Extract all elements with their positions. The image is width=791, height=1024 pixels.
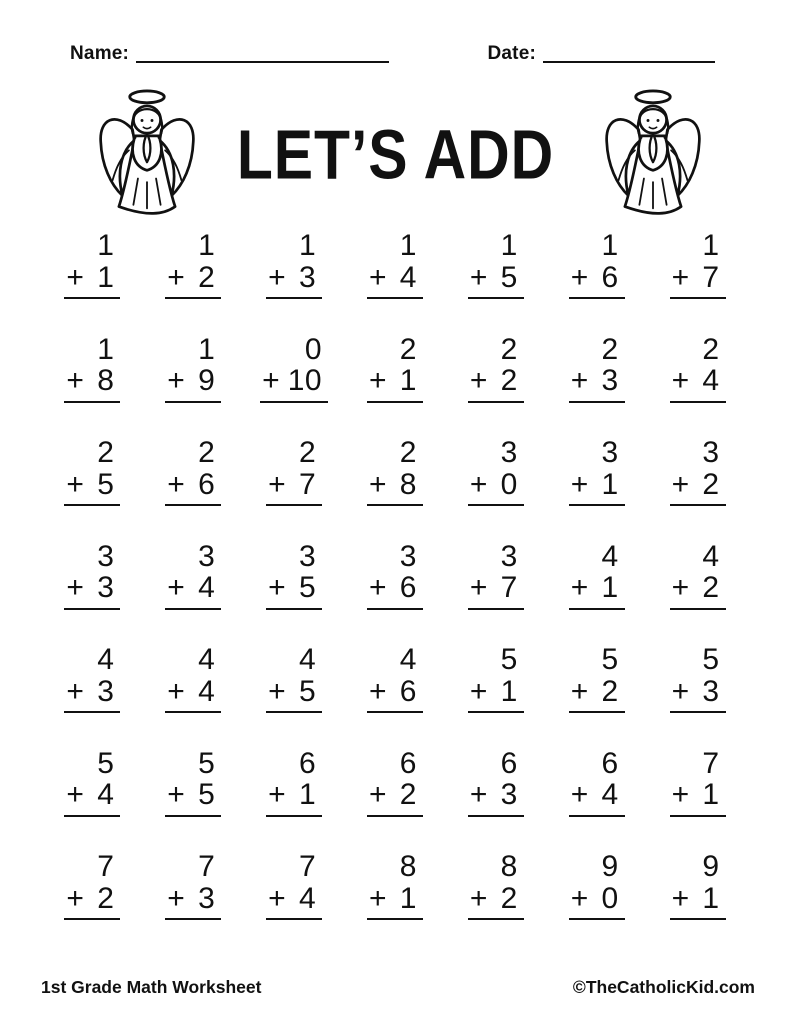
problem-stack [266, 852, 322, 920]
problem-stack [260, 332, 328, 403]
problem-stack [367, 852, 423, 920]
problem-stack [468, 438, 524, 506]
plus-sign: + [66, 571, 84, 605]
plus-sign: + [469, 571, 488, 605]
problem-stack [165, 332, 221, 403]
problem-stack [165, 852, 221, 920]
top-addend: 5 [601, 643, 619, 676]
footer-credit: ©TheCatholicKid.com [572, 977, 755, 997]
bottom-addend: 1 [601, 571, 619, 605]
top-addend: 6 [601, 746, 619, 780]
top-addend: 7 [298, 850, 317, 883]
bottom-addend: 4 [601, 778, 619, 812]
plus-sign: + [570, 260, 589, 294]
problem-stack [367, 231, 423, 299]
top-addend: 3 [500, 436, 518, 469]
bottom-addend: 3 [198, 881, 216, 915]
plus-sign: + [66, 881, 84, 915]
top-addend: 1 [97, 332, 115, 366]
bottom-addend: 1 [601, 467, 619, 501]
addition-problem [445, 645, 546, 749]
plus-sign: + [570, 674, 589, 708]
problem-stack [64, 852, 120, 920]
top-addend: 4 [702, 539, 720, 573]
addition-problem [345, 852, 446, 956]
addition-problem [345, 231, 446, 335]
problem-stack [64, 539, 120, 610]
bottom-addend: 3 [500, 778, 518, 812]
bottom-addend: 1 [702, 881, 720, 915]
addition-problem [244, 539, 345, 646]
bottom-addend: 1 [702, 778, 720, 812]
addition-problem [546, 645, 647, 749]
top-addend: 6 [399, 746, 417, 780]
plus-sign: + [671, 881, 690, 915]
plus-sign: + [671, 467, 690, 501]
plus-sign: + [167, 364, 185, 398]
problem-stack [367, 539, 423, 610]
addition-problem [445, 438, 546, 542]
problem-stack [266, 539, 322, 610]
plus-sign: + [66, 364, 84, 398]
problem-stack [266, 438, 322, 506]
plus-sign: + [368, 467, 387, 501]
problem-stack [468, 539, 524, 610]
header [70, 44, 715, 63]
top-addend: 1 [399, 229, 417, 262]
addition-problem [647, 746, 748, 853]
plus-sign: + [268, 778, 286, 812]
addition-problem [42, 539, 143, 646]
bottom-addend: 1 [298, 778, 317, 812]
problem-stack [468, 852, 524, 920]
addition-problem [42, 231, 143, 335]
addition-problem [42, 746, 143, 853]
problem-stack [569, 539, 625, 610]
top-addend: 1 [601, 229, 619, 262]
bottom-addend: 10 [287, 364, 323, 398]
top-addend: 6 [298, 746, 317, 780]
problem-stack [367, 332, 423, 403]
addition-problem [647, 539, 748, 646]
addition-problem [445, 332, 546, 439]
addition-problem [445, 746, 546, 853]
problem-stack [165, 746, 221, 817]
addition-problem [647, 852, 748, 956]
plus-sign: + [469, 260, 488, 294]
problem-stack [468, 231, 524, 299]
plus-sign: + [262, 364, 280, 398]
top-addend: 4 [601, 539, 619, 573]
addition-problem [546, 332, 647, 439]
addition-problem [546, 852, 647, 956]
addition-problem [345, 438, 446, 542]
problem-stack [266, 645, 322, 713]
bottom-addend: 6 [601, 260, 619, 294]
problem-stack [468, 746, 524, 817]
top-addend: 5 [500, 643, 518, 676]
bottom-addend: 4 [97, 778, 115, 812]
problem-stack [569, 332, 625, 403]
plus-sign: + [368, 260, 387, 294]
bottom-addend: 1 [500, 674, 518, 708]
top-addend: 6 [500, 746, 518, 780]
problem-stack [64, 438, 120, 506]
top-addend: 1 [198, 332, 216, 366]
bottom-addend: 5 [198, 778, 216, 812]
bottom-addend: 3 [97, 571, 115, 605]
top-addend: 7 [702, 746, 720, 780]
addition-problem [546, 746, 647, 853]
bottom-addend: 2 [500, 881, 518, 915]
top-addend: 8 [399, 850, 417, 883]
bottom-addend: 6 [399, 674, 417, 708]
addition-problem [244, 438, 345, 542]
page-title: LET’S ADD [236, 117, 555, 195]
addition-problem [546, 539, 647, 646]
problem-stack [64, 231, 120, 299]
addition-problem [143, 852, 244, 956]
plus-sign: + [570, 881, 589, 915]
plus-sign: + [368, 364, 387, 398]
top-addend: 5 [198, 746, 216, 780]
plus-sign: + [570, 571, 589, 605]
plus-sign: + [167, 571, 185, 605]
problem-stack [367, 746, 423, 817]
addition-problem [345, 645, 446, 749]
plus-sign: + [368, 881, 387, 915]
plus-sign: + [469, 674, 488, 708]
plus-sign: + [368, 674, 387, 708]
top-addend: 9 [601, 850, 619, 883]
top-addend: 2 [399, 436, 417, 469]
addition-problem [546, 231, 647, 335]
plus-sign: + [570, 364, 589, 398]
top-addend: 2 [601, 332, 619, 366]
plus-sign: + [570, 778, 589, 812]
plus-sign: + [268, 260, 286, 294]
plus-sign: + [671, 364, 690, 398]
addition-problem [647, 332, 748, 439]
addition-problem [42, 332, 143, 439]
name-label: Name: [70, 43, 130, 64]
top-addend: 3 [97, 539, 115, 573]
top-addend: 4 [298, 643, 317, 676]
top-addend: 1 [298, 229, 317, 262]
addition-problem [42, 438, 143, 542]
plus-sign: + [469, 364, 488, 398]
bottom-addend: 2 [399, 778, 417, 812]
bottom-addend: 5 [298, 571, 317, 605]
plus-sign: + [671, 674, 690, 708]
top-addend: 3 [601, 436, 619, 469]
top-addend: 1 [97, 229, 115, 262]
top-addend: 2 [702, 332, 720, 366]
addition-problem [244, 852, 345, 956]
addition-problem [42, 645, 143, 749]
problem-stack [367, 645, 423, 713]
problem-stack [569, 438, 625, 506]
plus-sign: + [671, 260, 690, 294]
bottom-addend: 1 [97, 260, 115, 294]
problem-stack [569, 746, 625, 817]
top-addend: 3 [198, 539, 216, 573]
bottom-addend: 3 [702, 674, 720, 708]
bottom-addend: 4 [399, 260, 417, 294]
date-field [487, 44, 715, 63]
addition-problem [445, 852, 546, 956]
problem-stack [670, 231, 726, 299]
bottom-addend: 9 [198, 364, 216, 398]
top-addend: 7 [198, 850, 216, 883]
addition-problem [647, 645, 748, 749]
problem-stack [165, 231, 221, 299]
plus-sign: + [469, 881, 488, 915]
top-addend: 1 [702, 229, 720, 262]
bottom-addend: 5 [500, 260, 518, 294]
addition-problem [244, 645, 345, 749]
top-addend: 1 [500, 229, 518, 262]
addition-problem [244, 746, 345, 853]
problem-stack [64, 332, 120, 403]
bottom-addend: 2 [500, 364, 518, 398]
problem-stack [569, 852, 625, 920]
problem-stack [64, 746, 120, 817]
top-addend: 9 [702, 850, 720, 883]
plus-sign: + [671, 571, 690, 605]
footer-worksheet-label: 1st Grade Math Worksheet [41, 977, 262, 997]
top-addend: 3 [702, 436, 720, 469]
bottom-addend: 1 [399, 881, 417, 915]
problem-stack [569, 645, 625, 713]
plus-sign: + [671, 778, 690, 812]
top-addend: 8 [500, 850, 518, 883]
plus-sign: + [66, 778, 84, 812]
addition-problem [647, 231, 748, 335]
problem-stack [468, 645, 524, 713]
top-addend: 2 [97, 436, 115, 469]
addition-problem [244, 332, 345, 439]
bottom-addend: 2 [702, 571, 720, 605]
bottom-addend: 8 [399, 467, 417, 501]
name-blank-line [136, 46, 389, 63]
problem-stack [165, 645, 221, 713]
top-addend: 3 [500, 539, 518, 573]
bottom-addend: 2 [198, 260, 216, 294]
bottom-addend: 2 [97, 881, 115, 915]
plus-sign: + [268, 674, 286, 708]
addition-problem [42, 852, 143, 956]
plus-sign: + [268, 881, 286, 915]
problem-stack [670, 852, 726, 920]
bottom-addend: 8 [97, 364, 115, 398]
bottom-addend: 2 [702, 467, 720, 501]
problem-stack [569, 231, 625, 299]
addition-problem [143, 645, 244, 749]
bottom-addend: 4 [198, 571, 216, 605]
addition-problem [143, 332, 244, 439]
top-addend: 4 [399, 643, 417, 676]
bottom-addend: 5 [97, 467, 115, 501]
top-addend: 4 [97, 643, 115, 676]
problem-stack [165, 539, 221, 610]
addition-problem [345, 746, 446, 853]
top-addend: 1 [198, 229, 216, 262]
date-label: Date: [487, 43, 536, 64]
bottom-addend: 4 [298, 881, 317, 915]
addition-problem [143, 231, 244, 335]
problem-stack [670, 645, 726, 713]
addition-problem [143, 746, 244, 853]
top-addend: 4 [198, 643, 216, 676]
addition-problem [445, 539, 546, 646]
addition-problem [445, 231, 546, 335]
addition-problem [647, 438, 748, 542]
plus-sign: + [268, 571, 286, 605]
top-addend: 0 [304, 332, 323, 366]
bottom-addend: 7 [702, 260, 720, 294]
bottom-addend: 2 [601, 674, 619, 708]
bottom-addend: 6 [198, 467, 216, 501]
bottom-addend: 1 [399, 364, 417, 398]
top-addend: 5 [702, 643, 720, 676]
problem-stack [367, 438, 423, 506]
name-field [70, 44, 389, 63]
addition-problem [143, 539, 244, 646]
problem-stack [64, 645, 120, 713]
top-addend: 7 [97, 850, 115, 883]
problem-stack [468, 332, 524, 403]
bottom-addend: 7 [298, 467, 317, 501]
top-addend: 3 [399, 539, 417, 573]
problem-stack [266, 746, 322, 817]
problem-stack [165, 438, 221, 506]
plus-sign: + [167, 881, 185, 915]
plus-sign: + [167, 674, 185, 708]
plus-sign: + [368, 571, 387, 605]
bottom-addend: 4 [702, 364, 720, 398]
problem-stack [670, 746, 726, 817]
problem-stack [670, 539, 726, 610]
bottom-addend: 6 [399, 571, 417, 605]
bottom-addend: 3 [601, 364, 619, 398]
plus-sign: + [268, 467, 286, 501]
angel-icon [596, 86, 710, 222]
problems-grid [42, 231, 748, 956]
bottom-addend: 0 [500, 467, 518, 501]
problem-stack [670, 438, 726, 506]
addition-problem [345, 539, 446, 646]
addition-problem [546, 438, 647, 542]
plus-sign: + [469, 467, 488, 501]
plus-sign: + [469, 778, 488, 812]
plus-sign: + [66, 674, 84, 708]
bottom-addend: 3 [97, 674, 115, 708]
bottom-addend: 5 [298, 674, 317, 708]
top-addend: 2 [500, 332, 518, 366]
date-blank-line [543, 46, 715, 63]
bottom-addend: 4 [198, 674, 216, 708]
plus-sign: + [66, 467, 84, 501]
top-addend: 2 [198, 436, 216, 469]
bottom-addend: 3 [298, 260, 317, 294]
problem-stack [266, 231, 322, 299]
addition-problem [244, 231, 345, 335]
bottom-addend: 7 [500, 571, 518, 605]
top-addend: 2 [298, 436, 317, 469]
addition-problem [143, 438, 244, 542]
top-addend: 5 [97, 746, 115, 780]
bottom-addend: 0 [601, 881, 619, 915]
top-addend: 3 [298, 539, 317, 573]
plus-sign: + [167, 260, 185, 294]
top-addend: 2 [399, 332, 417, 366]
plus-sign: + [167, 778, 185, 812]
plus-sign: + [167, 467, 185, 501]
plus-sign: + [66, 260, 84, 294]
addition-problem [345, 332, 446, 439]
plus-sign: + [368, 778, 387, 812]
footer [41, 977, 755, 998]
problem-stack [670, 332, 726, 403]
plus-sign: + [570, 467, 589, 501]
